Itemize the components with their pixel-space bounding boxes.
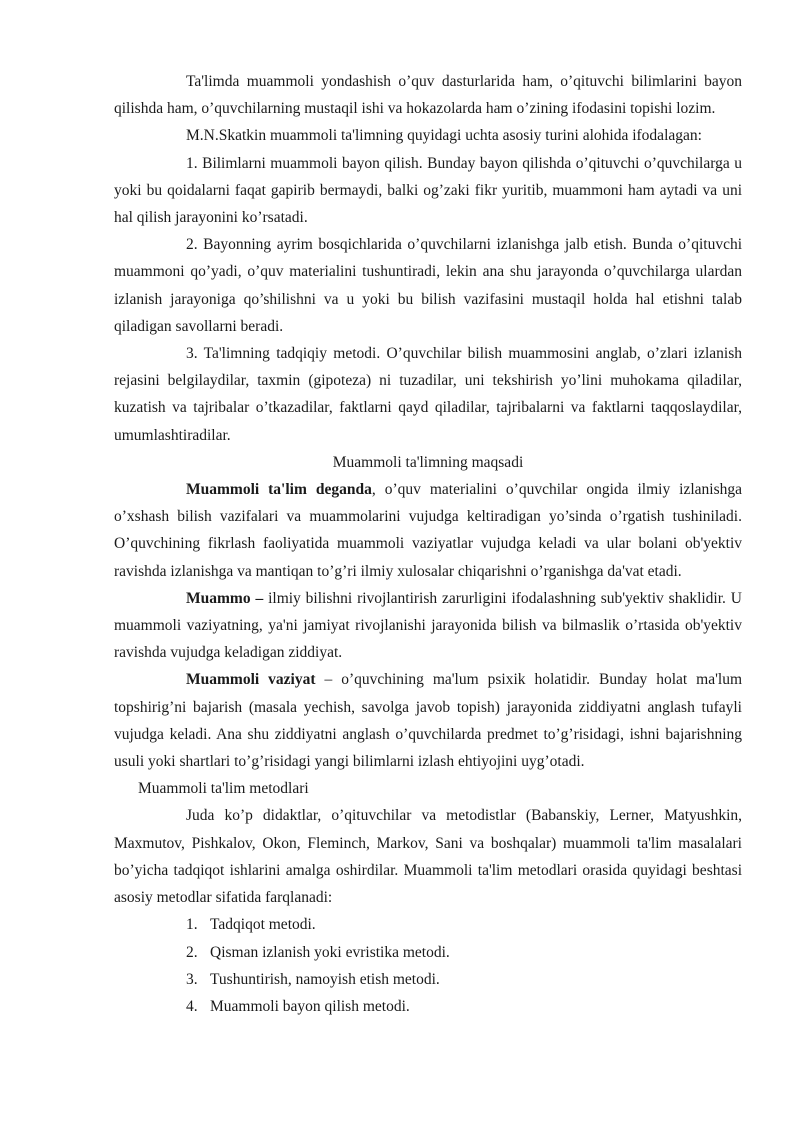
paragraph-type-2: 2. Bayonning ayrim bosqichlarida o’quvchilarni izlanishga jalb etish. Bunda o’qituvchi muammoni qo’yadi, o’quv materialini tushuntiradi, lekin ana shu jarayonda o’quvchilarga ulardan izlanish jarayoniga qo’shilishni va u yoki bu bilish vazifasini mustaqil holda hal etishni talab qiladigan savollarni beradi. — [114, 236, 742, 335]
list-item — [114, 939, 742, 966]
section-heading-methods: Muammoli ta'lim metodlari — [138, 780, 309, 798]
paragraph-type-3: 3. Ta'limning tadqiqiy metodi. O’quvchilar bilish muammosini anglab, o’zlari izlanish rejasini belgilaydilar, taxmin (gipoteza) ni tuzadilar, uni tekshirish yo’lini muhokama qiladilar, kuzatish va tajribalar o’tkazadilar, faktlarni qayd qiladilar, tajribalarni va faktlarni taqqoslaydilar, umumlashtiradilar. — [114, 345, 742, 444]
list-text: Qisman izlanish yoki evristika metodi. — [210, 943, 450, 961]
paragraph-didacts: Juda ko’p didaktlar, o’qituvchilar va metodistlar (Babanskiy, Lerner, Matyushkin, Maxmutov, Pishkalov, Okon, Fleminch, Markov, Sani va boshqalar) muammoli ta'lim masalalari bo’yicha tadqiqot ishlarini amalga oshirdilar. Muammoli ta'lim metodlari orasida quyidagi beshtasi asosiy metodlar sifatida farqlanadi: — [114, 807, 742, 907]
definition-text: , o’quv materialini o’quvchilar ongida ilmiy izlanishga o’xshash bilish vazifalari va muammolarini vujudga keltiradigan yo’sinda o’rgatish tushiniladi. O’quvchining fikrlash faoliyatida muammoli vaziyatlar vujudga keladi va ular bolani ob'yektiv ravishda izlanishga va mantiqan to’g’ri ilmiy xulosalar chiqarishni o’rganishga da'vat etadi. — [114, 481, 743, 580]
problem-text: ilmiy bilishni rivojlantirish zarurligini ifodalashning sub'yektiv shaklidir. U muammoli vaziyatning, ya'ni jamiyat rivojlanishi jarayonida bilish va bilmaslik o’rtasida ob'yektiv ravishda vujudga keladigan ziddiyat. — [114, 589, 742, 662]
paragraph-problem — [114, 585, 742, 667]
list-text: Tushuntirish, namoyish etish metodi. — [210, 970, 440, 988]
list-item — [114, 993, 742, 1020]
list-number: 1. — [186, 916, 198, 934]
methods-list — [114, 911, 742, 1020]
term-problem-situation: Muammoli vaziyat — [186, 671, 316, 689]
term-problem-learning: Muammoli ta'lim deganda — [186, 481, 372, 499]
list-item — [114, 911, 742, 938]
term-problem: Muammo – — [186, 589, 264, 607]
list-number: 2. — [186, 943, 198, 961]
section-heading-goal: Muammoli ta'limning maqsadi — [332, 453, 524, 471]
list-number: 3. — [186, 970, 198, 988]
document-page — [114, 68, 742, 1020]
situation-text: – o’quvchining ma'lum psixik holatidir. Bunday holat ma'lum topshirig’ni bajarish (masala yechish, savolga javob topish) jarayonida ziddiyatni anglash tufayli vujudga keladi. Ana shu ziddiyatni anglash o’quvchilarda predmet to’g’risidagi, ishni bajarishning usuli yoki shartlari to’g’risidagi yangi bilimlarni izlash ehtiyojini uyg’otadi. — [114, 671, 742, 771]
paragraph-skatkin: M.N.Skatkin muammoli ta'limning quyidagi uchta asosiy turini alohida ifodalagan: — [186, 127, 702, 145]
paragraph-intro: Ta'limda muammoli yondashish o’quv dasturlarida ham, o’qituvchi bilimlarini bayon qilishda ham, o’quvchilarning mustaqil ishi va hokazolarda ham o’zining ifodasini topishi lozim. — [114, 73, 742, 118]
list-item — [114, 966, 742, 993]
paragraph-type-1: 1. Bilimlarni muammoli bayon qilish. Bunday bayon qilishda o’qituvchi o’quvchilarga u yoki bu qoidalarni faqat gapirib bermaydi, balki og’zaki fikr yuritib, muammoni ham aytadi va uni hal qilish jarayonini ko’rsatadi. — [114, 154, 742, 227]
paragraph-definition — [114, 476, 742, 585]
paragraph-situation — [114, 666, 742, 775]
list-text: Tadqiqot metodi. — [210, 916, 316, 934]
list-number: 4. — [186, 997, 198, 1015]
list-text: Muammoli bayon qilish metodi. — [210, 997, 410, 1015]
